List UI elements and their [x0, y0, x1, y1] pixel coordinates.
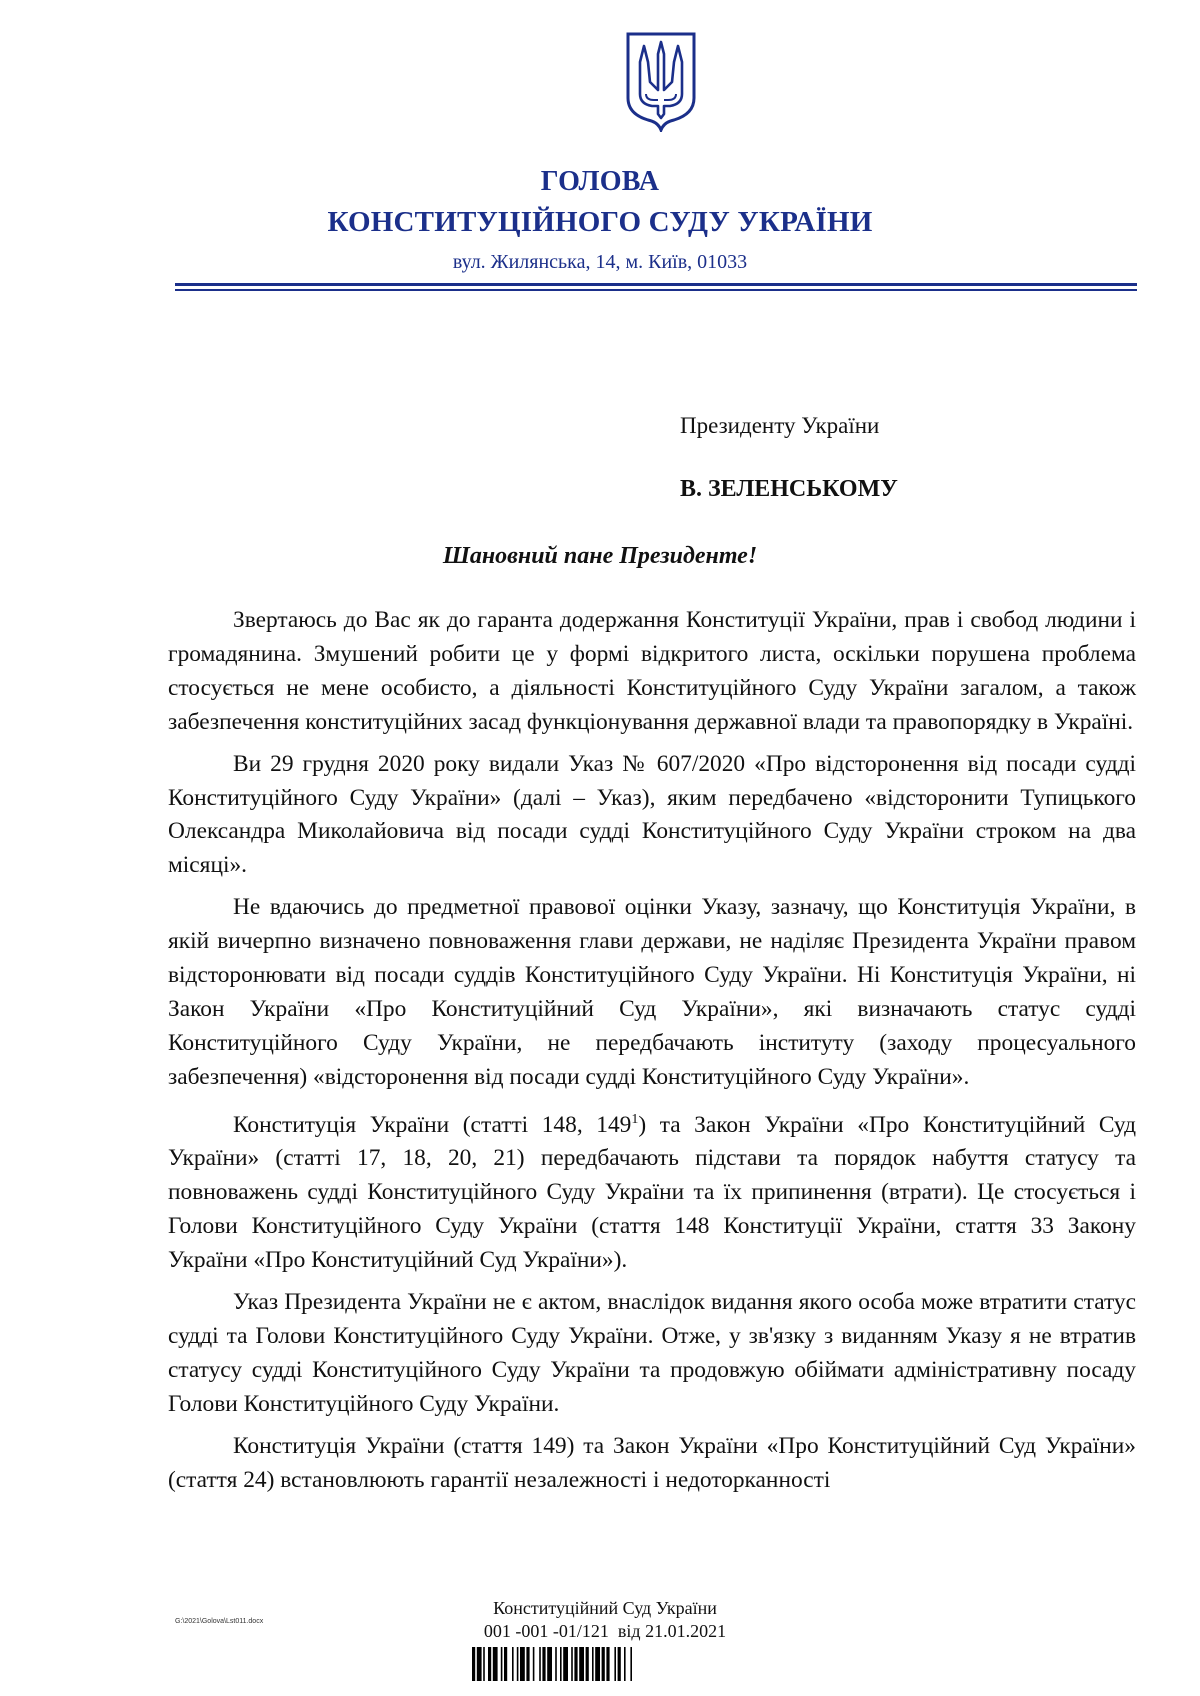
barcode-bar: [624, 1647, 626, 1681]
barcode-bar: [483, 1647, 485, 1681]
file-path: G:\2021\Golova\Lst011.docx: [175, 1618, 264, 1625]
barcode-bar: [501, 1647, 503, 1681]
barcode-bar: [563, 1647, 568, 1681]
addressee-name: В. ЗЕЛЕНСЬКОМУ: [680, 476, 898, 502]
barcode-bar: [488, 1647, 491, 1681]
header-divider-thick: [175, 283, 1137, 286]
paragraph-1: Звертаюсь до Вас як до гаранта додержання Конституції України, прав і свобод людини і громадянина. Змушений робити це у формі відкритого листа, оскільки порушена проблема стосується не мене особисто, а діяльності Конституційного Суду України загалом, а також забезпечення конституційних засад функціонування державної влади та правопорядку в Україні.: [168, 607, 1136, 735]
letter-body: [168, 604, 1136, 1505]
barcode-bar: [574, 1647, 577, 1681]
paragraph-4-part1: Конституція України (статті 148, 149: [233, 1111, 632, 1138]
barcode-bar: [539, 1647, 541, 1681]
barcode-bar: [477, 1647, 482, 1681]
barcode-bar: [579, 1647, 584, 1681]
registry-org: Конституційний Суд України: [493, 1598, 717, 1618]
barcode-bar: [560, 1647, 562, 1681]
barcode-bar: [571, 1647, 573, 1681]
barcode-bar: [586, 1647, 589, 1681]
barcode-icon: [472, 1647, 742, 1681]
barcode-bar: [512, 1647, 514, 1681]
paragraph-4-superscript: 1: [631, 1111, 639, 1127]
barcode-bar: [630, 1647, 632, 1681]
paragraph-5: Указ Президента України не є актом, внаслідок видання якого особа може втратити статус судді та Голови Конституційного Суду України. Отже, у зв'язку з виданням Указу я не втратив статусу судді Конституційного Суду України та продовжую обіймати адміністративну посаду Голови Конституційного Суду України.: [168, 1289, 1136, 1417]
paragraph-4: [168, 1103, 1136, 1278]
barcode-bar: [606, 1647, 609, 1681]
paragraph-4-part2: ) та Закон України «Про Конституційний Суд України» (статті 17, 18, 20, 21) передбачають підстави та порядок набуття статусу та повноважень судді Конституційного Суду України та їх припинення (втрати). Це стосується і Голови Конституційного Суду України (стаття 148 Конституції України, стаття 33 Закону України «Про Конституційний Суд України»).: [168, 1111, 1136, 1274]
barcode-bar: [592, 1647, 594, 1681]
barcode-bar: [493, 1647, 498, 1681]
barcode-bar: [618, 1647, 621, 1681]
paragraph-2: Ви 29 грудня 2020 року видали Указ № 607/2020 «Про відсторонення від посади судді Конституційного Суду України» (далі – Указ), яким передбачено «відсторонити Тупицького Олександра Миколайовича від посади судді Конституційного Суду України строком на два місяці».: [168, 750, 1136, 879]
barcode-bar: [542, 1647, 545, 1681]
barcode-bar: [504, 1647, 507, 1681]
barcode-bar: [547, 1647, 552, 1681]
paragraph-3: Не вдаючись до предметної правової оцінки Указу, зазначу, що Конституція України, в якій вичерпно визначено повноваження глави держави, не наділяє Президента України правом відсторонювати від посади суддів Конституційного Суду України. Ні Конституція України, ні Закон України «Про Конституційний Суд України», які визначають статус судді Конституційного Суду України, не передбачають інституту (заходу процесуального забезпечення) «відсторонення від посади судді Конституційного Суду України».: [168, 894, 1136, 1090]
barcode-bar: [602, 1647, 605, 1681]
barcode-bar: [517, 1647, 519, 1681]
barcode-bar: [520, 1647, 525, 1681]
barcode-bar: [526, 1647, 529, 1681]
barcode-bar: [595, 1647, 600, 1681]
barcode-bar: [472, 1647, 475, 1681]
addressee-position: Президенту України: [680, 413, 880, 438]
barcode-bar: [533, 1647, 535, 1681]
paragraph-6: Конституція України (стаття 149) та Закон України «Про Конституційний Суд України» (стаття 24) встановлюють гарантії незалежності і недоторканності: [168, 1432, 1136, 1493]
barcode-bar: [555, 1647, 557, 1681]
header-address: вул. Жилянська, 14, м. Київ, 01033: [452, 251, 748, 273]
header-title-line2: КОНСТИТУЦІЙНОГО СУДУ УКРАЇНИ: [327, 206, 873, 238]
header-divider-thin: [175, 289, 1137, 291]
barcode-bar: [614, 1647, 616, 1681]
salutation: Шановний пане Президенте!: [442, 543, 758, 569]
header-title-line1: ГОЛОВА: [540, 166, 660, 197]
ukraine-trident-icon: [624, 32, 698, 132]
registry-number: 001 -001 -01/121 від 21.01.2021: [483, 1621, 727, 1641]
